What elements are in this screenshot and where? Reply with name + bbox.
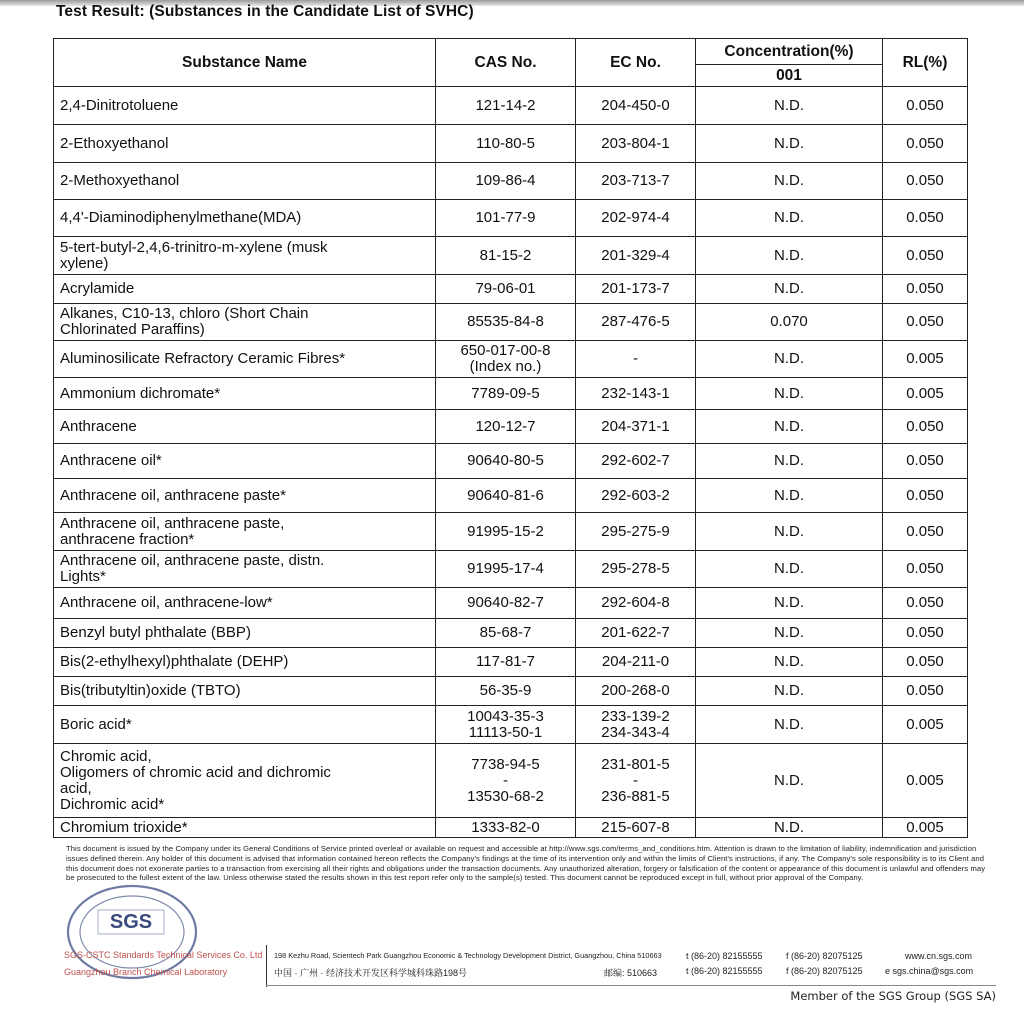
- ec-number-cell: [576, 125, 696, 163]
- ec-number-cell-line: 287-476-5: [601, 313, 670, 330]
- cas-number-cell-line: 90640-81-6: [467, 486, 544, 504]
- substance-name-cell: [54, 818, 436, 838]
- header-substance-name: Substance Name: [54, 39, 436, 87]
- substance-name-cell-line: 2,4-Dinitrotoluene: [60, 96, 179, 114]
- company-name-en: SGS-CSTC Standards Technical Services Co. Ltd: [64, 950, 263, 960]
- reporting-limit-cell: 0.050: [883, 677, 968, 706]
- table-row: [54, 378, 968, 410]
- cas-number-cell: [436, 341, 576, 378]
- table-row: [54, 275, 968, 304]
- cas-number-cell: [436, 275, 576, 304]
- reporting-limit-cell: 0.050: [883, 479, 968, 513]
- table-row: [54, 125, 968, 163]
- substance-name-cell-line: Acrylamide: [60, 280, 135, 297]
- substance-name-cell-line: Anthracene oil, anthracene-low*: [60, 594, 273, 611]
- page-title: Test Result: (Substances in the Candidate List of SVHC): [56, 3, 474, 20]
- cas-number-cell: [436, 588, 576, 619]
- substance-name-cell-line: Boric acid*: [60, 715, 132, 733]
- cas-number-cell-line: 110-80-5: [476, 134, 535, 152]
- concentration-cell: N.D.: [696, 237, 883, 275]
- email: e sgs.china@sgs.com: [885, 966, 974, 976]
- substance-name-cell-line: Bis(2-ethylhexyl)phthalate (DEHP): [60, 653, 289, 670]
- ec-number-cell-line: 204-371-1: [601, 417, 670, 435]
- reporting-limit-cell: 0.005: [883, 341, 968, 378]
- reporting-limit-cell: 0.050: [883, 304, 968, 341]
- ec-number-cell: [576, 551, 696, 588]
- cas-number-cell: [436, 125, 576, 163]
- substance-name-cell: [54, 275, 436, 304]
- reporting-limit-cell: 0.050: [883, 275, 968, 304]
- cas-number-cell-line: 90640-82-7: [467, 594, 544, 611]
- ec-number-cell-line: 236-881-5: [601, 787, 670, 805]
- postcode-cn: 邮编: 510663: [604, 968, 658, 978]
- cas-number-cell-line: 90640-80-5: [467, 452, 544, 469]
- cas-number-cell: [436, 378, 576, 410]
- ec-number-cell: [576, 237, 696, 275]
- table-row: [54, 706, 968, 744]
- reporting-limit-cell: 0.050: [883, 619, 968, 648]
- ec-number-cell: [576, 513, 696, 551]
- header-sample-id: 001: [696, 65, 883, 87]
- table-row: [54, 744, 968, 818]
- ec-number-cell: [576, 744, 696, 818]
- ec-number-cell: [576, 410, 696, 444]
- ec-number-cell-line: 232-143-1: [601, 384, 670, 402]
- phone-number-2: t (86-20) 82155555: [686, 966, 763, 976]
- concentration-cell: N.D.: [696, 341, 883, 378]
- substance-name-cell: [54, 479, 436, 513]
- cas-number-cell-line: -: [503, 771, 508, 789]
- concentration-cell: N.D.: [696, 163, 883, 200]
- table-row: [54, 200, 968, 237]
- ec-number-cell: [576, 588, 696, 619]
- substance-name-cell-line: xylene): [60, 254, 109, 272]
- concentration-cell: N.D.: [696, 479, 883, 513]
- reporting-limit-cell: 0.050: [883, 513, 968, 551]
- substance-name-cell: [54, 163, 436, 200]
- substance-name-cell: [54, 588, 436, 619]
- ec-number-cell-line: 201-622-7: [601, 624, 670, 641]
- ec-number-cell: [576, 200, 696, 237]
- header-concentration: Concentration(%): [696, 39, 883, 65]
- cas-number-cell-line: (Index no.): [469, 358, 542, 375]
- substance-name-cell-line: 2-Ethoxyethanol: [60, 134, 169, 152]
- reporting-limit-cell: 0.050: [883, 237, 968, 275]
- cas-number-cell-line: 81-15-2: [479, 246, 532, 264]
- cas-number-cell-line: 7738-94-5: [471, 755, 540, 773]
- cas-number-cell-line: 650-017-00-8: [460, 342, 551, 359]
- cas-number-cell-line: 7789-09-5: [471, 384, 540, 402]
- member-line: Member of the SGS Group (SGS SA): [790, 989, 996, 1003]
- ec-number-cell: [576, 378, 696, 410]
- cas-number-cell: [436, 200, 576, 237]
- concentration-cell: N.D.: [696, 87, 883, 125]
- substance-name-cell: [54, 551, 436, 588]
- ec-number-cell-line: 234-343-4: [601, 723, 670, 741]
- table-row: [54, 163, 968, 200]
- cas-number-cell: [436, 818, 576, 838]
- table-row: [54, 410, 968, 444]
- substance-name-cell: [54, 513, 436, 551]
- address-divider: [266, 945, 267, 987]
- substance-name-cell: [54, 410, 436, 444]
- concentration-cell: N.D.: [696, 551, 883, 588]
- substance-name-cell-line: 2-Methoxyethanol: [60, 172, 180, 189]
- lab-name-en: Guangzhou Branch Chemical Laboratory: [64, 967, 228, 977]
- ec-number-cell-line: 292-604-8: [601, 594, 670, 611]
- cas-number-cell: [436, 304, 576, 341]
- cas-number-cell-line: 101-77-9: [475, 209, 536, 226]
- cas-number-cell: [436, 237, 576, 275]
- substance-name-cell-line: Oligomers of chromic acid and dichromic: [60, 763, 331, 781]
- cas-number-cell-line: 91995-15-2: [467, 522, 544, 540]
- substance-name-cell: [54, 378, 436, 410]
- cas-number-cell-line: 10043-35-3: [467, 707, 544, 725]
- substance-name-cell: [54, 444, 436, 479]
- ec-number-cell: [576, 677, 696, 706]
- cas-number-cell-line: 79-06-01: [475, 280, 536, 297]
- cas-number-cell-line: 11113-50-1: [468, 723, 543, 741]
- concentration-cell: N.D.: [696, 410, 883, 444]
- table-body: [54, 87, 968, 838]
- cas-number-cell: [436, 410, 576, 444]
- ec-number-cell-line: 233-139-2: [601, 707, 670, 725]
- substance-name-cell-line: 5-tert-butyl-2,4,6-trinitro-m-xylene (musk: [60, 238, 328, 256]
- fax-number: f (86-20) 82075125: [786, 951, 863, 961]
- cas-number-cell-line: 85535-84-8: [467, 313, 544, 330]
- ec-number-cell-line: 201-329-4: [601, 246, 670, 264]
- address-cn: 中国 · 广州 · 经济技术开发区科学城科珠路198号: [274, 968, 468, 978]
- ec-number-cell: [576, 479, 696, 513]
- phone-number: t (86-20) 82155555: [686, 951, 763, 961]
- table-row: [54, 551, 968, 588]
- substance-name-cell-line: 4,4'-Diaminodiphenylmethane(MDA): [60, 209, 302, 226]
- substance-name-cell-line: Anthracene oil, anthracene paste, distn.: [60, 552, 325, 569]
- substance-name-cell-line: Anthracene oil*: [60, 452, 162, 469]
- ec-number-cell: [576, 87, 696, 125]
- reporting-limit-cell: 0.050: [883, 444, 968, 479]
- footer-rule: [266, 985, 996, 986]
- ec-number-cell: [576, 275, 696, 304]
- cas-number-cell-line: 13530-68-2: [467, 787, 544, 805]
- ec-number-cell-line: 204-211-0: [601, 653, 670, 670]
- substance-name-cell: [54, 200, 436, 237]
- concentration-cell: N.D.: [696, 648, 883, 677]
- website: www.cn.sgs.com: [905, 951, 973, 961]
- substance-name-cell-line: Chlorinated Paraffins): [60, 321, 205, 338]
- concentration-cell: N.D.: [696, 619, 883, 648]
- reporting-limit-cell: 0.050: [883, 87, 968, 125]
- header-cas-no: CAS No.: [436, 39, 576, 87]
- reporting-limit-cell: 0.050: [883, 163, 968, 200]
- substance-name-cell-line: Ammonium dichromate*: [60, 384, 221, 402]
- substance-name-cell-line: Alkanes, C10-13, chloro (Short Chain: [60, 305, 309, 322]
- stamp-logo-text: SGS: [109, 911, 153, 933]
- table-row: [54, 304, 968, 341]
- ec-number-cell-line: 201-173-7: [601, 280, 670, 297]
- header-ec-no: EC No.: [576, 39, 696, 87]
- ec-number-cell-line: 295-275-9: [601, 522, 670, 540]
- concentration-cell: N.D.: [696, 588, 883, 619]
- svhc-results-table: [53, 38, 968, 838]
- cas-number-cell-line: 121-14-2: [475, 96, 536, 114]
- ec-number-cell: [576, 341, 696, 378]
- table-row: [54, 479, 968, 513]
- ec-number-cell-line: 200-268-0: [601, 682, 670, 699]
- concentration-cell: N.D.: [696, 444, 883, 479]
- substance-name-cell: [54, 619, 436, 648]
- table-row: [54, 341, 968, 378]
- ec-number-cell-line: 203-804-1: [601, 134, 670, 152]
- cas-number-cell: [436, 677, 576, 706]
- cas-number-cell-line: 56-35-9: [479, 682, 532, 699]
- substance-name-cell-line: Bis(tributyltin)oxide (TBTO): [60, 682, 241, 699]
- reporting-limit-cell: 0.050: [883, 648, 968, 677]
- reporting-limit-cell: 0.005: [883, 744, 968, 818]
- substance-name-cell-line: Dichromic acid*: [60, 795, 165, 813]
- cas-number-cell: [436, 444, 576, 479]
- substance-name-cell-line: Lights*: [60, 568, 106, 585]
- table-row: [54, 648, 968, 677]
- substance-name-cell-line: anthracene fraction*: [60, 530, 195, 548]
- ec-number-cell: [576, 163, 696, 200]
- ec-number-cell: [576, 706, 696, 744]
- reporting-limit-cell: 0.050: [883, 551, 968, 588]
- ec-number-cell-line: 295-278-5: [601, 560, 670, 577]
- substance-name-cell-line: Anthracene oil, anthracene paste,: [60, 514, 285, 532]
- fax-number-2: f (86-20) 82075125: [786, 966, 863, 976]
- ec-number-cell-line: 202-974-4: [601, 209, 670, 226]
- header-rl: RL(%): [883, 39, 968, 87]
- concentration-cell: N.D.: [696, 275, 883, 304]
- ec-number-cell: [576, 444, 696, 479]
- substance-name-cell: [54, 744, 436, 818]
- concentration-cell: N.D.: [696, 513, 883, 551]
- ec-number-cell-line: 203-713-7: [601, 172, 670, 189]
- reporting-limit-cell: 0.005: [883, 818, 968, 838]
- cas-number-cell-line: 1333-82-0: [471, 818, 540, 836]
- cas-number-cell: [436, 87, 576, 125]
- cas-number-cell-line: 91995-17-4: [467, 560, 544, 577]
- table-row: [54, 619, 968, 648]
- substance-name-cell: [54, 304, 436, 341]
- concentration-cell: N.D.: [696, 378, 883, 410]
- substance-name-cell: [54, 648, 436, 677]
- reporting-limit-cell: 0.050: [883, 200, 968, 237]
- ec-number-cell-line: 231-801-5: [601, 755, 670, 773]
- ec-number-cell-line: 292-603-2: [601, 486, 670, 504]
- substance-name-cell-line: Benzyl butyl phthalate (BBP): [60, 624, 251, 641]
- reporting-limit-cell: 0.005: [883, 378, 968, 410]
- concentration-cell: N.D.: [696, 706, 883, 744]
- concentration-cell: N.D.: [696, 744, 883, 818]
- cas-number-cell: [436, 619, 576, 648]
- ec-number-cell-line: -: [633, 771, 638, 789]
- ec-number-cell: [576, 818, 696, 838]
- ec-number-cell: [576, 619, 696, 648]
- substance-name-cell: [54, 125, 436, 163]
- table-row: [54, 237, 968, 275]
- ec-number-cell-line: -: [633, 350, 638, 367]
- cas-number-cell-line: 85-68-7: [479, 624, 532, 641]
- cas-number-cell-line: 109-86-4: [475, 172, 536, 189]
- table-row: [54, 818, 968, 838]
- cas-number-cell: [436, 513, 576, 551]
- cas-number-cell: [436, 706, 576, 744]
- cas-number-cell: [436, 744, 576, 818]
- table-row: [54, 444, 968, 479]
- cas-number-cell-line: 120-12-7: [475, 417, 536, 435]
- cas-number-cell-line: 117-81-7: [476, 653, 535, 670]
- disclaimer-text: This document is issued by the Company under its General Conditions of Service printed overleaf or available on request and accessible at http://www.sgs.com/terms_and_conditions.htm. Attention is drawn to the limitation of liability, indemnification and jurisdiction issues defined therein. Any holder of this document is advised that information contained hereon reflects the Company's findings at the time of its intervention only and within the limits of Client's instructions, if any. The Company's sole responsibility is to its Client and this document does not exonerate parties to a transaction from exercising all their rights and obligations under the transaction documents. Any unauthorized alteration, forgery or falsification of the content or appearance of this document is unlawful and offenders may be prosecuted to the fullest extent of the law. Unless otherwise stated the results shown in this test report refer only to the sample(s) tested. This document cannot be reproduced except in full, without prior approval of the Company.: [66, 844, 986, 883]
- substance-name-cell-line: acid,: [60, 779, 92, 797]
- substance-name-cell-line: Chromic acid,: [60, 747, 152, 765]
- substance-name-cell: [54, 237, 436, 275]
- reporting-limit-cell: 0.050: [883, 410, 968, 444]
- substance-name-cell: [54, 87, 436, 125]
- reporting-limit-cell: 0.050: [883, 125, 968, 163]
- reporting-limit-cell: 0.005: [883, 706, 968, 744]
- reporting-limit-cell: 0.050: [883, 588, 968, 619]
- cas-number-cell: [436, 163, 576, 200]
- substance-name-cell-line: Chromium trioxide*: [60, 818, 188, 836]
- substance-name-cell: [54, 677, 436, 706]
- substance-name-cell-line: Anthracene oil, anthracene paste*: [60, 486, 286, 504]
- ec-number-cell: [576, 304, 696, 341]
- table-row: [54, 588, 968, 619]
- substance-name-cell-line: Aluminosilicate Refractory Ceramic Fibres*: [60, 350, 346, 367]
- concentration-cell: N.D.: [696, 125, 883, 163]
- ec-number-cell: [576, 648, 696, 677]
- ec-number-cell-line: 292-602-7: [601, 452, 670, 469]
- cas-number-cell: [436, 648, 576, 677]
- address-en: 198 Kezhu Road, Scientech Park Guangzhou Economic & Technology Development District, Guangzhou, China 510663: [274, 951, 662, 960]
- table-row: [54, 513, 968, 551]
- substance-name-cell: [54, 706, 436, 744]
- table-row: [54, 87, 968, 125]
- ec-number-cell-line: 204-450-0: [601, 96, 670, 114]
- substance-name-cell: [54, 341, 436, 378]
- cas-number-cell: [436, 479, 576, 513]
- concentration-cell: N.D.: [696, 818, 883, 838]
- concentration-cell: N.D.: [696, 677, 883, 706]
- table-row: [54, 677, 968, 706]
- cas-number-cell: [436, 551, 576, 588]
- concentration-cell: N.D.: [696, 200, 883, 237]
- substance-name-cell-line: Anthracene: [60, 417, 137, 435]
- concentration-cell: 0.070: [696, 304, 883, 341]
- ec-number-cell-line: 215-607-8: [601, 818, 670, 836]
